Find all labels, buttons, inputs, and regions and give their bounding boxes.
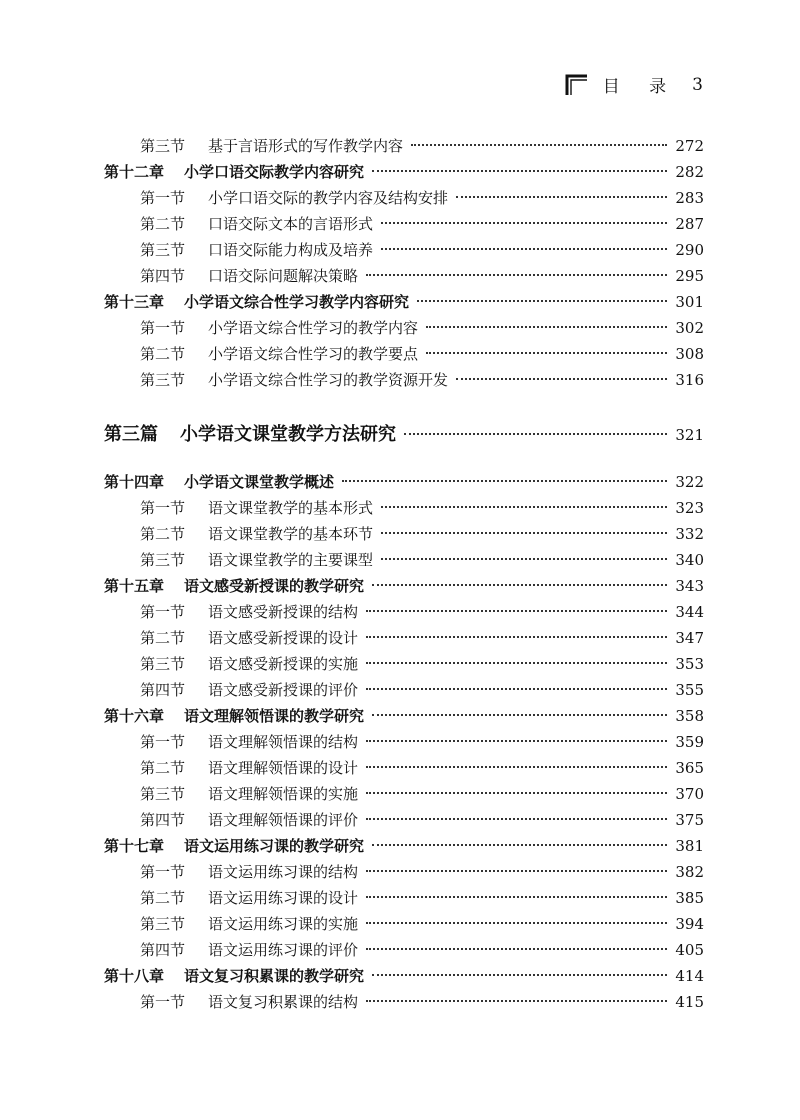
toc-entry-number: 第十四章	[104, 473, 165, 491]
toc-entry-number: 第四节	[140, 681, 186, 699]
toc-section-entry	[104, 495, 704, 521]
dot-leader	[366, 636, 667, 638]
toc-section-entry	[104, 521, 704, 547]
toc-entry-number: 第三节	[140, 371, 186, 389]
toc-entry-page: 295	[675, 267, 704, 285]
toc-entry-number: 第十八章	[104, 967, 165, 985]
toc-entry-number: 第三节	[140, 785, 186, 803]
dot-leader	[381, 558, 667, 560]
toc-entry-page: 370	[675, 785, 704, 803]
toc-section-entry	[104, 263, 704, 289]
toc-entry-number: 第一节	[140, 993, 186, 1011]
toc-entry-number: 第一节	[140, 189, 186, 207]
toc-section-entry	[104, 547, 704, 573]
dot-leader	[366, 274, 667, 276]
toc-section-entry	[104, 367, 704, 393]
toc-entry-number: 第四节	[140, 941, 186, 959]
toc-entry-page: 287	[675, 215, 704, 233]
toc-entry-title: 语文理解领悟课的实施	[208, 785, 359, 803]
toc-entry-title: 语文运用练习课的实施	[208, 915, 359, 933]
dot-leader	[426, 352, 667, 354]
toc-entry-page: 381	[675, 837, 704, 855]
toc-entry-page: 283	[675, 189, 704, 207]
toc-entry-title: 语文感受新授课的结构	[208, 603, 359, 621]
toc-entry-number: 第十七章	[104, 837, 165, 855]
toc-entry-number: 第十三章	[104, 293, 165, 311]
dot-leader	[366, 896, 667, 898]
toc-entry-number: 第三节	[140, 655, 186, 673]
toc-entry-page: 343	[675, 577, 704, 595]
dot-leader	[366, 610, 667, 612]
toc-entry-page: 359	[675, 733, 704, 751]
dot-leader	[372, 170, 667, 172]
toc-entry-page: 365	[675, 759, 704, 777]
toc-entry-page: 272	[675, 137, 704, 155]
toc-entry-number: 第十二章	[104, 163, 165, 181]
dot-leader	[417, 300, 667, 302]
toc-entry-title: 基于言语形式的写作教学内容	[208, 137, 404, 155]
dot-leader	[426, 326, 667, 328]
toc-entry-title: 语文复习积累课的教学研究	[184, 967, 365, 985]
toc-entry-number: 第四节	[140, 267, 186, 285]
toc-entry-title: 语文理解领悟课的设计	[208, 759, 359, 777]
header-label: 目 录	[602, 77, 679, 97]
toc-entry-page: 394	[675, 915, 704, 933]
toc-entry-title: 小学语文课堂教学方法研究	[180, 424, 396, 445]
dot-leader	[404, 433, 667, 435]
toc-entry-title: 语文课堂教学的主要课型	[208, 551, 374, 569]
toc-entry-title: 小学语文综合性学习教学内容研究	[184, 293, 410, 311]
dot-leader	[366, 922, 667, 924]
dot-leader	[372, 844, 667, 846]
toc-entry-number: 第一节	[140, 499, 186, 517]
toc-entry-number: 第十五章	[104, 577, 165, 595]
toc-entry-title: 小学语文综合性学习的教学要点	[208, 345, 419, 363]
dot-leader	[366, 766, 667, 768]
toc-entry-page: 302	[675, 319, 704, 337]
toc-entry-number: 第三节	[140, 915, 186, 933]
toc-entry-page: 385	[675, 889, 704, 907]
toc-chapter-entry	[104, 159, 704, 185]
toc-section-entry	[104, 781, 704, 807]
toc-entry-page: 347	[675, 629, 704, 647]
dot-leader	[366, 948, 667, 950]
toc-entry-title: 小学语文综合性学习的教学资源开发	[208, 371, 449, 389]
toc-entry-page: 344	[675, 603, 704, 621]
toc-entry-number: 第二节	[140, 759, 186, 777]
toc-entry-number: 第三节	[140, 137, 186, 155]
dot-leader	[411, 144, 667, 146]
toc-entry-page: 358	[675, 707, 704, 725]
toc-section-entry	[104, 729, 704, 755]
toc-section-entry	[104, 625, 704, 651]
toc-section-entry	[104, 859, 704, 885]
toc-chapter-entry	[104, 289, 704, 315]
dot-leader	[381, 532, 667, 534]
dot-leader	[342, 480, 667, 482]
toc-entry-number: 第一节	[140, 733, 186, 751]
toc-entry-title: 语文课堂教学的基本形式	[208, 499, 374, 517]
toc-entry-page: 282	[675, 163, 704, 181]
toc-section-entry	[104, 885, 704, 911]
toc-entry-number: 第三篇	[104, 424, 158, 445]
dot-leader	[381, 248, 667, 250]
toc-entry-page: 290	[675, 241, 704, 259]
toc-entry-page: 382	[675, 863, 704, 881]
dot-leader	[381, 222, 667, 224]
toc-entry-number: 第十六章	[104, 707, 165, 725]
dot-leader	[366, 688, 667, 690]
toc-entry-number: 第三节	[140, 241, 186, 259]
toc-entry-title: 语文理解领悟课的教学研究	[184, 707, 365, 725]
toc-entry-title: 小学语文综合性学习的教学内容	[208, 319, 419, 337]
dot-leader	[366, 740, 667, 742]
toc-entry-title: 语文运用练习课的设计	[208, 889, 359, 907]
toc-chapter-entry	[104, 963, 704, 989]
dot-leader	[366, 818, 667, 820]
toc-entry-number: 第一节	[140, 603, 186, 621]
toc-entry-page: 308	[675, 345, 704, 363]
toc-chapter-entry	[104, 469, 704, 495]
toc-section-entry	[104, 315, 704, 341]
toc-entry-number: 第一节	[140, 863, 186, 881]
toc-entry-page: 322	[675, 473, 704, 491]
toc-chapter-entry	[104, 833, 704, 859]
corner-bracket-icon	[565, 73, 589, 97]
dot-leader	[372, 714, 667, 716]
toc-entry-number: 第一节	[140, 319, 186, 337]
toc-part-entry	[104, 421, 704, 449]
toc-entry-page: 405	[675, 941, 704, 959]
toc-section-entry	[104, 911, 704, 937]
toc-entry-title: 口语交际问题解决策略	[208, 267, 359, 285]
toc-entry-page: 321	[675, 426, 704, 444]
toc-entry-title: 语文运用练习课的教学研究	[184, 837, 365, 855]
toc-entry-number: 第二节	[140, 525, 186, 543]
toc-section-entry	[104, 937, 704, 963]
toc-entry-title: 小学口语交际的教学内容及结构安排	[208, 189, 449, 207]
toc-entry-number: 第二节	[140, 629, 186, 647]
toc-entry-page: 414	[675, 967, 704, 985]
toc-entry-title: 语文感受新授课的实施	[208, 655, 359, 673]
toc-entry-title: 语文理解领悟课的结构	[208, 733, 359, 751]
dot-leader	[456, 196, 667, 198]
dot-leader	[366, 792, 667, 794]
toc-entry-title: 口语交际文本的言语形式	[208, 215, 374, 233]
toc-section-entry	[104, 599, 704, 625]
toc-section-entry	[104, 651, 704, 677]
toc-chapter-entry	[104, 703, 704, 729]
toc-entry-page: 353	[675, 655, 704, 673]
toc-entry-title: 语文感受新授课的设计	[208, 629, 359, 647]
toc-section-entry	[104, 185, 704, 211]
toc-entry-page: 340	[675, 551, 704, 569]
toc-chapter-entry	[104, 573, 704, 599]
dot-leader	[381, 506, 667, 508]
table-of-contents	[104, 133, 704, 1015]
toc-entry-title: 语文复习积累课的结构	[208, 993, 359, 1011]
dot-leader	[372, 584, 667, 586]
toc-section-entry	[104, 211, 704, 237]
toc-section-entry	[104, 341, 704, 367]
toc-entry-page: 316	[675, 371, 704, 389]
toc-entry-number: 第三节	[140, 551, 186, 569]
toc-entry-page: 415	[675, 993, 704, 1011]
dot-leader	[456, 378, 667, 380]
dot-leader	[366, 1000, 667, 1002]
toc-entry-title: 语文理解领悟课的评价	[208, 811, 359, 829]
toc-entry-number: 第二节	[140, 345, 186, 363]
header-page-number: 3	[692, 74, 704, 95]
toc-section-entry	[104, 755, 704, 781]
toc-entry-number: 第二节	[140, 889, 186, 907]
toc-section-entry	[104, 133, 704, 159]
toc-entry-number: 第四节	[140, 811, 186, 829]
toc-entry-title: 语文感受新授课的教学研究	[184, 577, 365, 595]
dot-leader	[366, 662, 667, 664]
page-header	[565, 72, 704, 97]
toc-entry-page: 301	[675, 293, 704, 311]
toc-section-entry	[104, 989, 704, 1015]
toc-entry-title: 小学语文课堂教学概述	[184, 473, 335, 491]
dot-leader	[366, 870, 667, 872]
toc-entry-page: 332	[675, 525, 704, 543]
toc-section-entry	[104, 237, 704, 263]
toc-entry-number: 第二节	[140, 215, 186, 233]
toc-section-entry	[104, 807, 704, 833]
toc-entry-page: 375	[675, 811, 704, 829]
toc-entry-title: 口语交际能力构成及培养	[208, 241, 374, 259]
toc-entry-page: 355	[675, 681, 704, 699]
toc-section-entry	[104, 677, 704, 703]
toc-entry-title: 语文课堂教学的基本环节	[208, 525, 374, 543]
toc-entry-title: 小学口语交际教学内容研究	[184, 163, 365, 181]
toc-entry-title: 语文感受新授课的评价	[208, 681, 359, 699]
toc-entry-page: 323	[675, 499, 704, 517]
toc-entry-title: 语文运用练习课的评价	[208, 941, 359, 959]
toc-entry-title: 语文运用练习课的结构	[208, 863, 359, 881]
dot-leader	[372, 974, 667, 976]
